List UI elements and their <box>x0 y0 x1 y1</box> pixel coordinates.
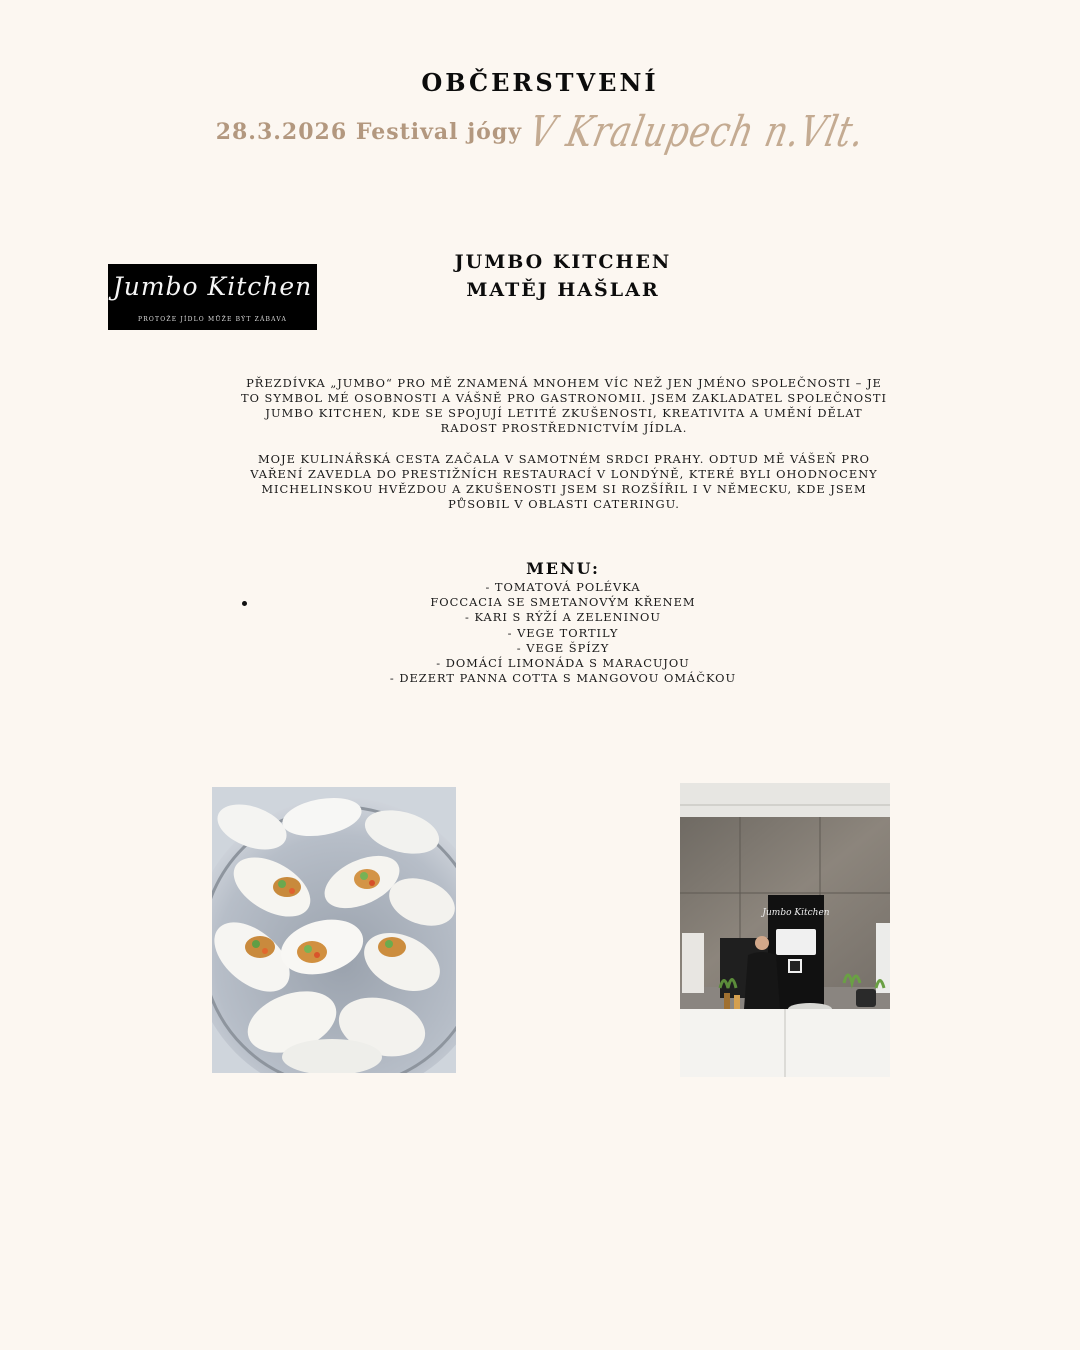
menu-item: - VEGE ŠPÍZY <box>516 640 610 655</box>
menu-item: - VEGE TORTILY <box>507 625 619 640</box>
bullet-dot <box>242 601 247 606</box>
menu-item: - DEZERT PANNA COTTA S MANGOVOU OMÁČKOU <box>389 671 737 686</box>
menu-item: - TOMATOVÁ POLÉVKA <box>485 580 641 594</box>
food-photo-wraps <box>212 787 456 1073</box>
page-title: OBČERSTVENÍ <box>421 68 659 97</box>
logo-name: Jumbo Kitchen <box>112 272 313 301</box>
menu-item: - DOMÁCÍ LIMONÁDA S MARACUJOU <box>436 656 690 671</box>
menu-item: - KARI S RÝŽÍ A ZELENINOU <box>465 610 661 625</box>
logo-tagline: PROTOŽE JÍDLO MŮŽE BÝT ZÁBAVA <box>137 316 288 323</box>
menu-heading: MENU: <box>526 559 600 578</box>
bio-paragraph-2: MOJE KULINÁŘSKÁ CESTA ZAČALA V SAMOTNÉM SRDCI PRAHY. ODTUD MĚ VÁŠEŇ PRO VAŘENÍ ZAVEDLA DO PRESTIŽNÍCH RESTAURACÍ V LONDÝNĚ, KTERÉ BYLI OHODNOCENY MICHELINSKOU HVĚZDOU A ZKUŠENOSTI JSEM SI ROZŠÍŘIL I V NĚMECKU, KDE JSEM PŮSOBIL V OBLASTI CATERINGU. <box>250 452 878 511</box>
chef-stand-photo <box>680 783 890 1077</box>
company-name: JUMBO KITCHEN <box>454 251 672 273</box>
bio-paragraph-1: PŘEZDÍVKA „JUMBO“ PRO MĚ ZNAMENÁ MNOHEM VÍC NEŽ JEN JMÉNO SPOLEČNOSTI – JE TO SYMBOL MÉ OSOBNOSTI A VÁŠNĚ PRO GASTRONOMII. JSEM ZAKLADATEL SPOLEČNOSTI JUMBO KITCHEN, KDE SE SPOJUJÍ LETITÉ ZKUŠENOSTI, KREATIVITA A UMĚNÍ DĚLAT RADOST PROSTŘEDNICTVÍM JÍDLA. <box>240 376 888 435</box>
menu-item: FOCCACIA SE SMETANOVÝM KŘENEM <box>430 595 696 610</box>
stand-banner-brand: Jumbo Kitchen <box>762 908 830 918</box>
company-logo <box>108 264 317 330</box>
event-date: 28.3.2026 Festival jógy <box>215 119 522 145</box>
event-place: V Kralupech n.Vlt. <box>524 107 870 157</box>
event-line <box>0 107 1080 157</box>
menu-list <box>300 580 826 686</box>
chef-name: MATĚJ HAŠLAR <box>466 279 660 301</box>
